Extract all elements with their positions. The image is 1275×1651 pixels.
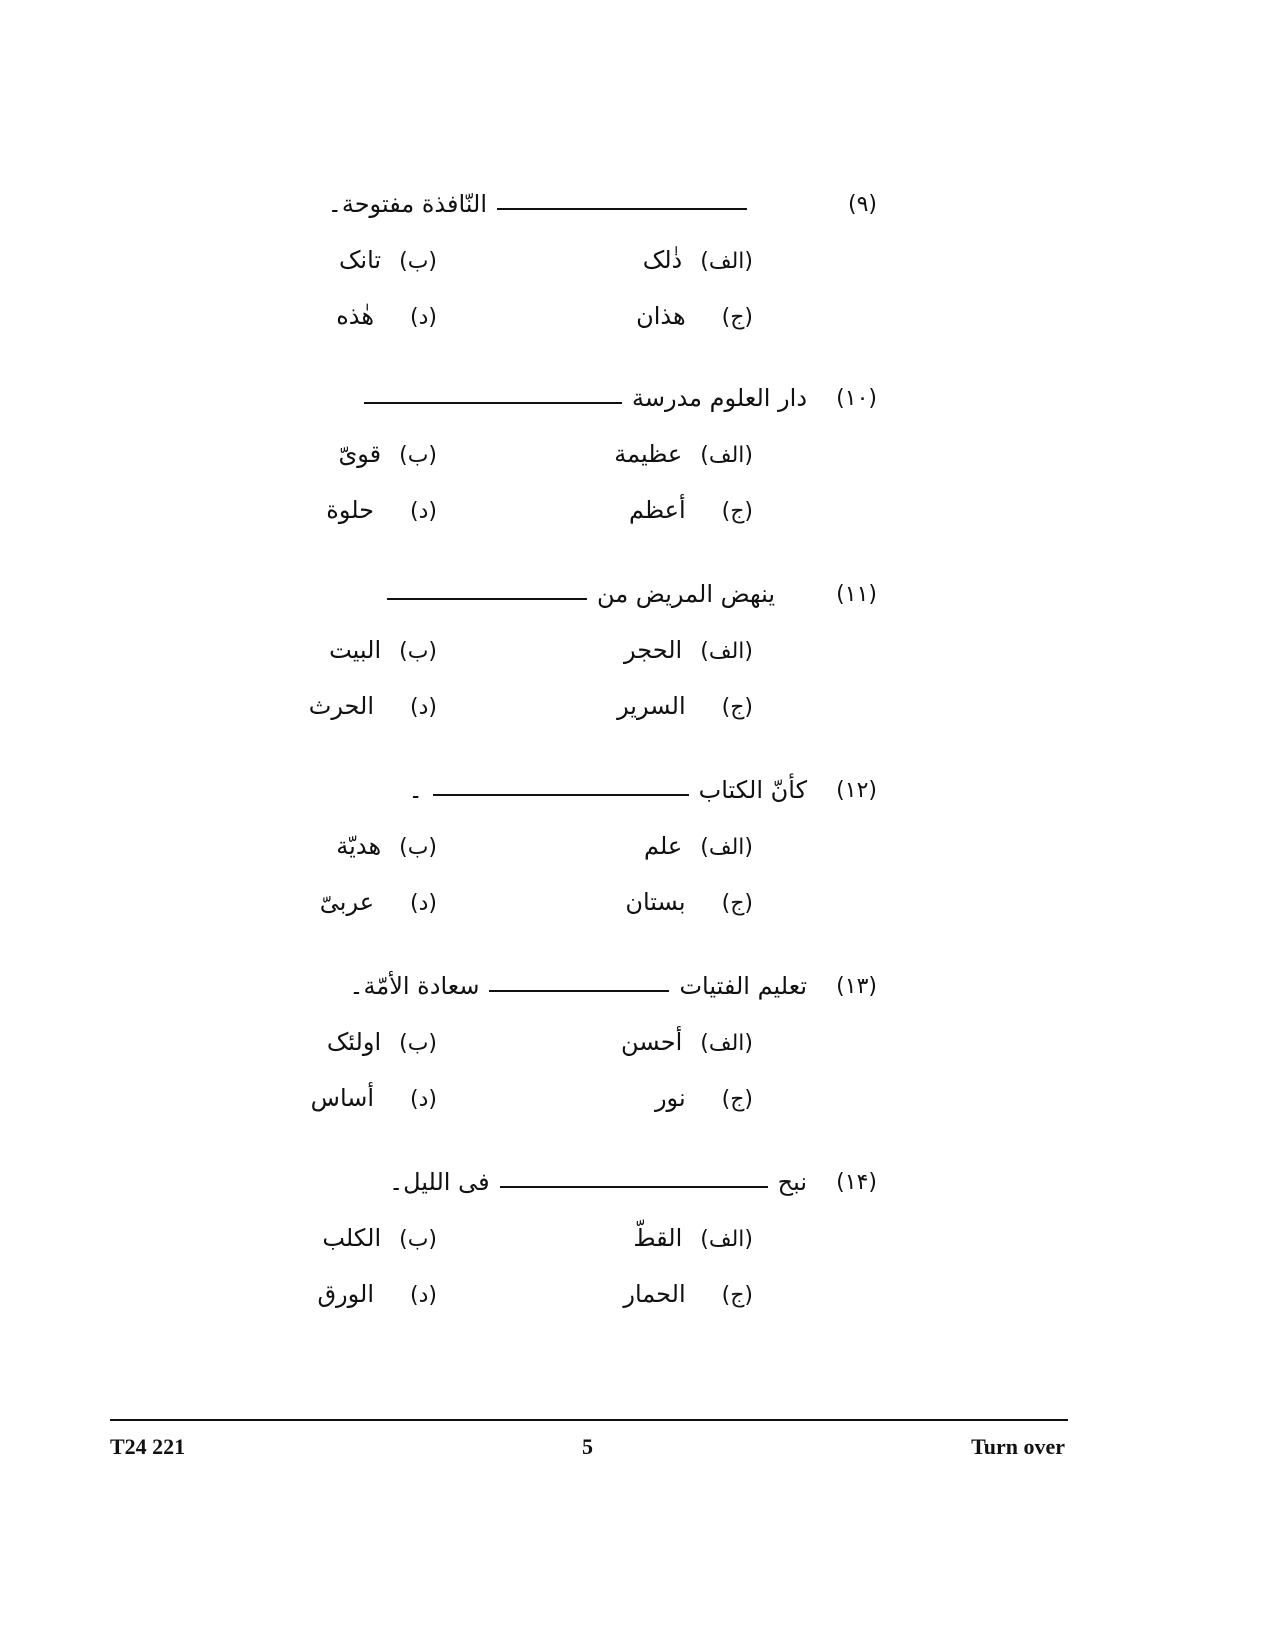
question-number: (١٢) xyxy=(836,778,877,803)
option-text: الكلب xyxy=(322,1224,382,1252)
question-stem xyxy=(364,384,807,412)
option-label: (ج) xyxy=(721,305,753,330)
option-a[interactable] xyxy=(633,1224,753,1252)
option-label: (ج) xyxy=(721,499,753,524)
option-a[interactable] xyxy=(644,832,753,860)
option-d[interactable] xyxy=(309,692,437,720)
option-text: عظيمة xyxy=(614,440,683,468)
option-text: البيت xyxy=(329,636,382,664)
option-label: (الف) xyxy=(700,835,753,860)
question-number: (١۴) xyxy=(836,1170,877,1195)
option-label: (د) xyxy=(410,1087,437,1112)
option-label: (ب) xyxy=(399,1031,437,1056)
option-text: اولئک xyxy=(326,1028,382,1056)
option-b[interactable] xyxy=(327,1028,437,1056)
option-d[interactable] xyxy=(336,302,437,330)
option-text: أحسن xyxy=(621,1028,683,1056)
option-text: الورق xyxy=(317,1280,375,1308)
option-b[interactable] xyxy=(322,1224,437,1252)
option-c[interactable] xyxy=(629,496,753,524)
stem-text-after: سعادة الأمّة۔ xyxy=(349,972,480,1000)
stem-text-before: نبح xyxy=(777,1168,807,1196)
option-text: السرير xyxy=(617,692,686,720)
stem-text-before: دار العلوم مدرسة xyxy=(632,384,807,412)
answer-blank xyxy=(387,598,587,600)
option-text: الحجر xyxy=(624,636,683,664)
question-number: (١١) xyxy=(836,582,877,607)
option-label: (د) xyxy=(410,499,437,524)
option-label: (الف) xyxy=(700,639,753,664)
option-c[interactable] xyxy=(625,888,753,916)
stem-text-before: ينهض المريض من xyxy=(597,580,775,608)
stem-text-after: فى الليل۔ xyxy=(389,1168,490,1196)
option-b[interactable] xyxy=(339,246,437,274)
page-number: 5 xyxy=(582,1434,593,1459)
option-b[interactable] xyxy=(338,440,437,468)
option-text: أعظم xyxy=(628,496,686,524)
stem-text-before: كأنّ الكتاب xyxy=(698,776,807,804)
option-text: نور xyxy=(654,1084,686,1112)
question-number: (١٣) xyxy=(836,974,877,999)
option-label: (د) xyxy=(410,1283,437,1308)
option-a[interactable] xyxy=(643,246,753,274)
option-text: قوىّ xyxy=(338,440,382,468)
paper-code: T24 221 xyxy=(110,1434,186,1459)
option-d[interactable] xyxy=(320,888,437,916)
option-label: (الف) xyxy=(700,443,753,468)
question-stem xyxy=(409,776,807,804)
option-text: هٰذه xyxy=(336,302,375,330)
question-stem xyxy=(328,190,747,218)
option-text: عربىّ xyxy=(319,888,375,916)
answer-blank xyxy=(500,1186,768,1188)
question-stem xyxy=(387,580,775,608)
option-a[interactable] xyxy=(614,440,753,468)
option-label: (د) xyxy=(410,891,437,916)
stem-text-after: النّافذة مفتوحة۔ xyxy=(327,190,487,218)
stem-text-after: ۔ xyxy=(408,776,423,804)
option-label: (الف) xyxy=(700,1031,753,1056)
answer-blank xyxy=(489,990,669,992)
option-a[interactable] xyxy=(624,636,753,664)
option-label: (ج) xyxy=(721,891,753,916)
option-text: بستان xyxy=(625,888,686,916)
option-label: (الف) xyxy=(700,1227,753,1252)
option-b[interactable] xyxy=(329,636,437,664)
option-text: ذٰلک xyxy=(642,246,683,274)
option-text: القطّ xyxy=(633,1224,683,1252)
option-label: (ج) xyxy=(721,695,753,720)
option-d[interactable] xyxy=(317,1280,437,1308)
option-text: أساس xyxy=(310,1084,375,1112)
option-c[interactable] xyxy=(617,692,753,720)
option-label: (ب) xyxy=(399,639,437,664)
option-label: (ب) xyxy=(399,1227,437,1252)
question-stem xyxy=(389,1168,807,1196)
option-text: تانک xyxy=(338,246,382,274)
option-d[interactable] xyxy=(326,496,437,524)
answer-blank xyxy=(497,208,747,210)
option-label: (ب) xyxy=(399,443,437,468)
option-label: (ج) xyxy=(721,1283,753,1308)
option-label: (د) xyxy=(410,305,437,330)
option-text: علم xyxy=(643,832,683,860)
question-number: (٩) xyxy=(847,192,877,217)
option-c[interactable] xyxy=(623,1280,753,1308)
option-label: (الف) xyxy=(700,249,753,274)
question-stem xyxy=(349,972,807,1000)
answer-blank xyxy=(433,794,689,796)
option-text: الحمار xyxy=(623,1280,686,1308)
answer-blank xyxy=(364,402,622,404)
option-text: هذان xyxy=(636,302,686,330)
option-label: (ج) xyxy=(721,1087,753,1112)
stem-text-before: تعليم الفتيات xyxy=(679,972,807,1000)
question-number: (١٠) xyxy=(836,386,877,411)
option-c[interactable] xyxy=(636,302,753,330)
option-d[interactable] xyxy=(311,1084,437,1112)
option-text: الحرث xyxy=(308,692,375,720)
option-label: (ب) xyxy=(399,249,437,274)
option-label: (د) xyxy=(410,695,437,720)
footer-divider xyxy=(110,1419,1068,1421)
option-c[interactable] xyxy=(655,1084,753,1112)
option-text: هديّة xyxy=(336,832,382,860)
option-a[interactable] xyxy=(621,1028,753,1056)
option-b[interactable] xyxy=(336,832,437,860)
option-label: (ب) xyxy=(399,835,437,860)
option-text: حلوة xyxy=(326,496,375,524)
turn-over-label: Turn over xyxy=(971,1434,1065,1459)
